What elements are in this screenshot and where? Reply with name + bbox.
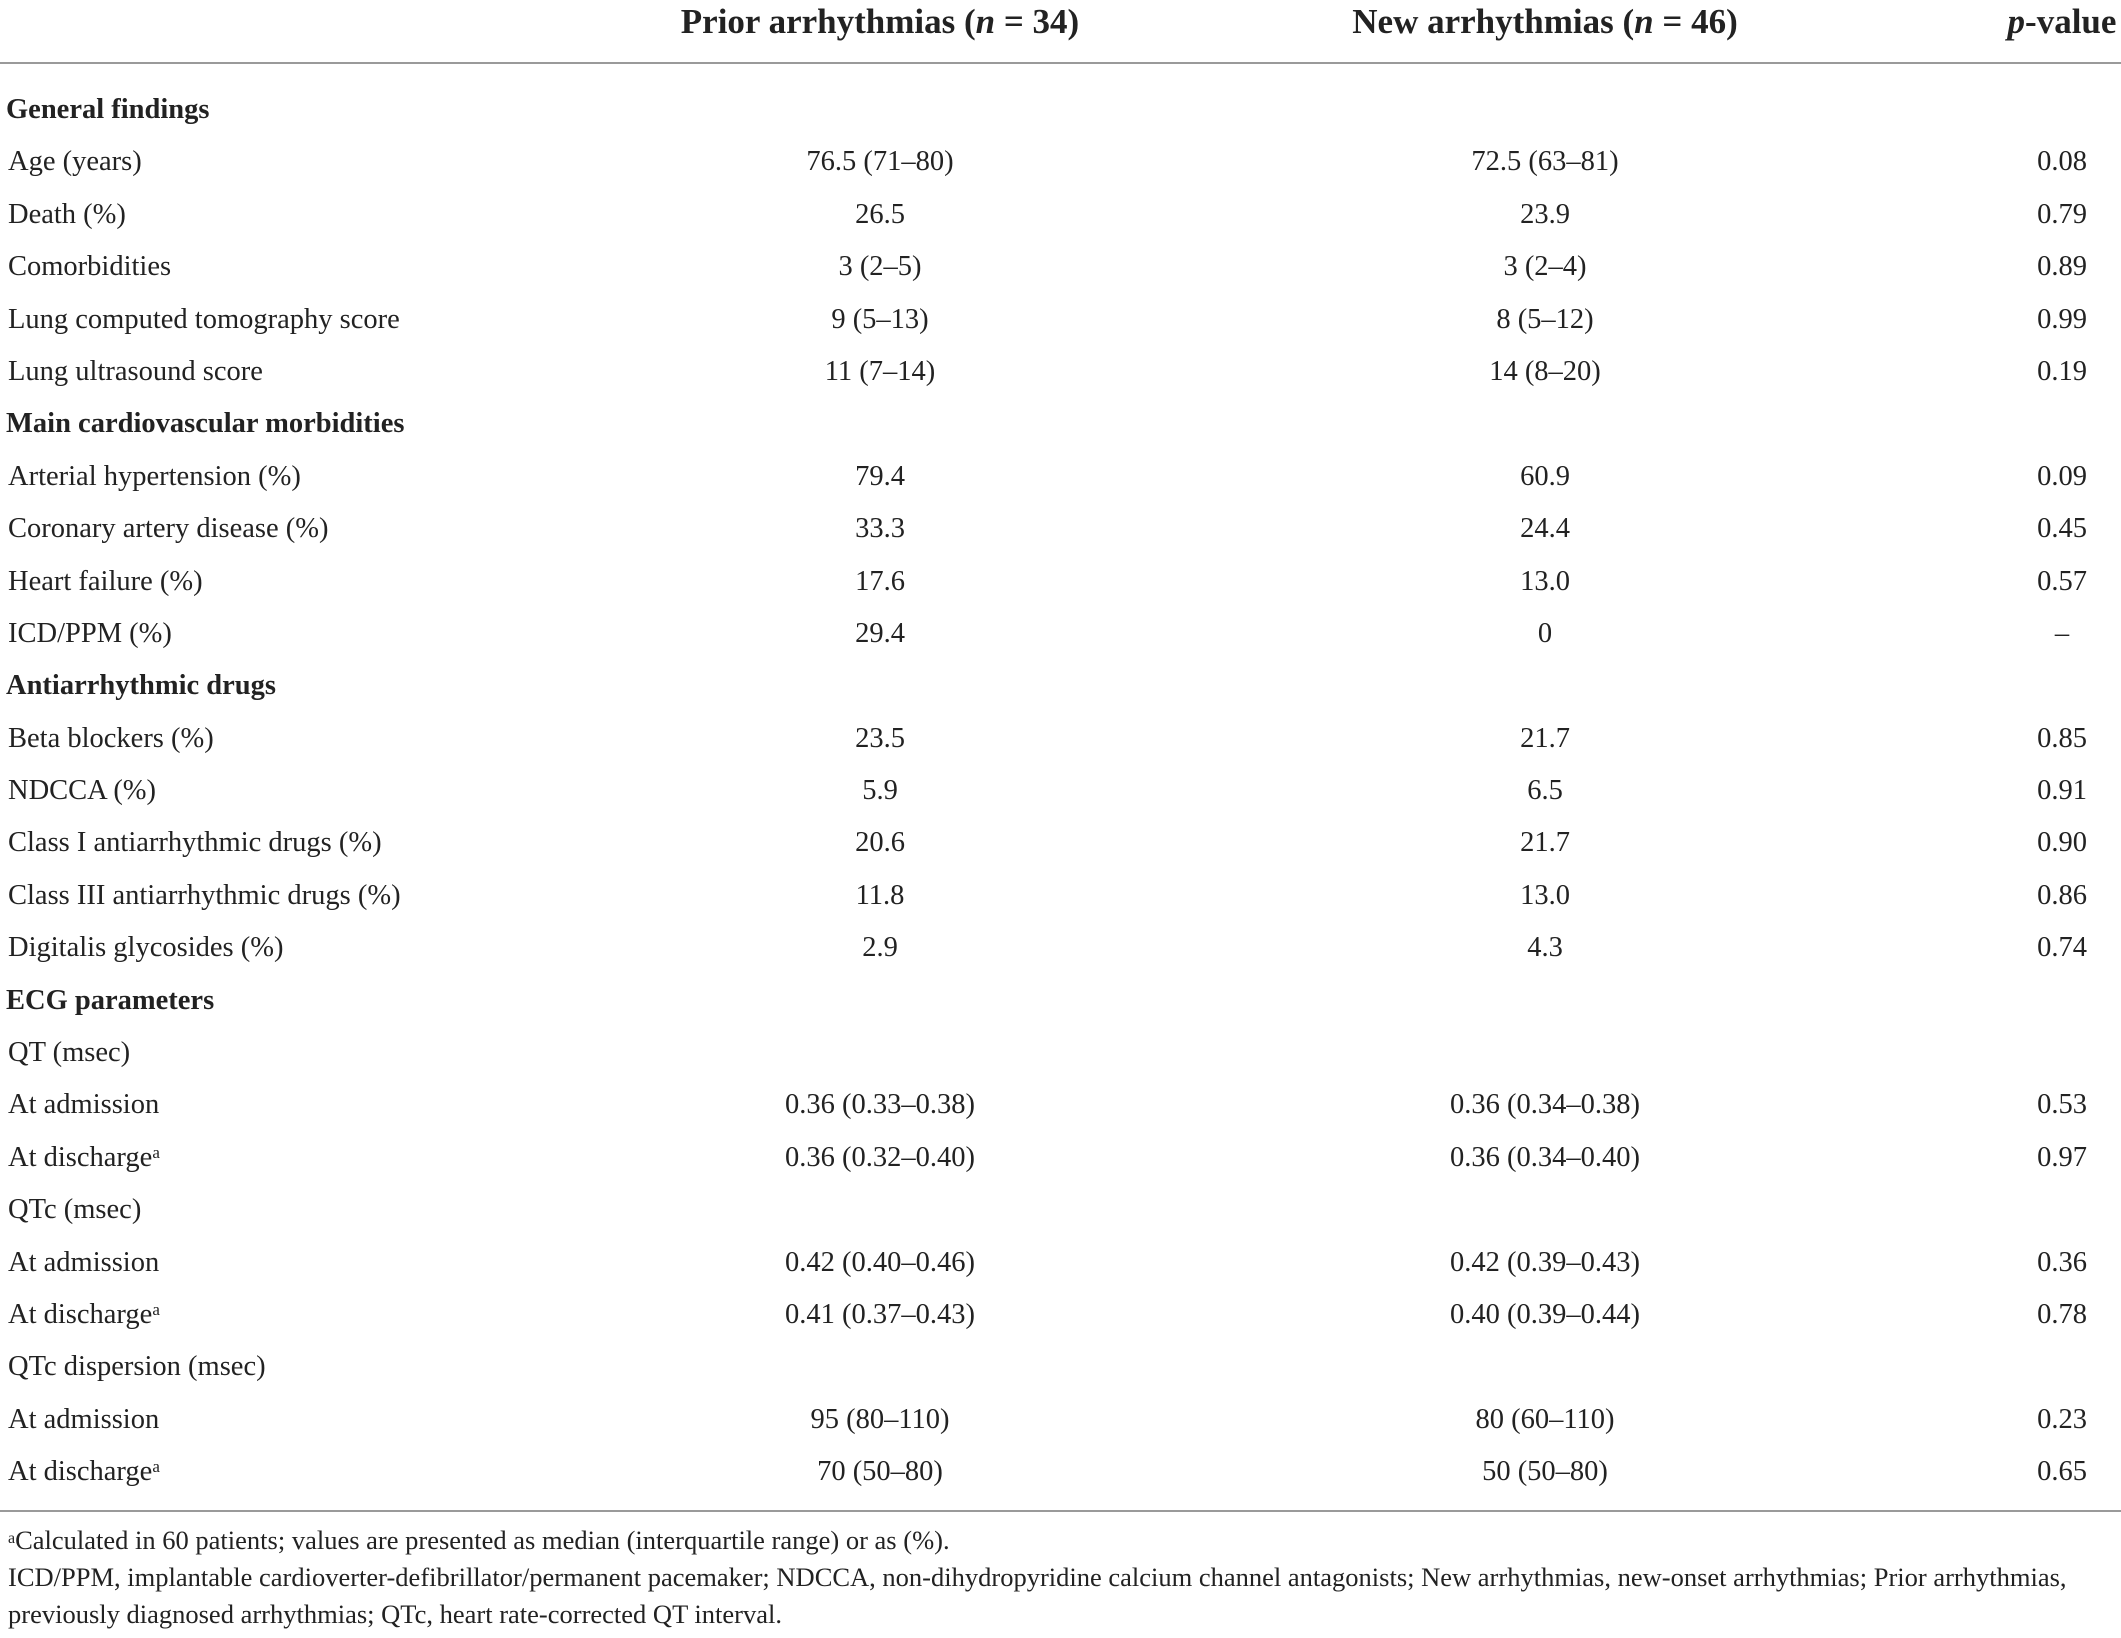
p-value-cell: 0.08 (2037, 146, 2087, 178)
p-value-cell: 0.36 (2037, 1246, 2087, 1278)
prior-value-cell: 11 (7–14) (824, 355, 936, 387)
row-label (8, 922, 283, 974)
new-value-cell: 21.7 (1520, 722, 1570, 754)
prior-value-cell: 29.4 (855, 617, 905, 649)
new-value-cell: 0.36 (0.34–0.40) (1450, 1141, 1640, 1173)
prior-value-cell: 23.5 (855, 722, 905, 754)
section-header-row (0, 660, 2121, 712)
row-label-text: ICD/PPM (%) (8, 617, 172, 649)
new-value-cell: 72.5 (63–81) (1471, 146, 1619, 178)
table-row (0, 608, 2121, 660)
prior-value-cell: 0.36 (0.32–0.40) (785, 1141, 975, 1173)
prior-value-cell: 20.6 (855, 827, 905, 859)
row-label (8, 346, 263, 398)
table-row (0, 1289, 2121, 1341)
row-label (8, 451, 301, 503)
table-row (0, 870, 2121, 922)
table-footnotes (8, 1522, 2118, 1633)
row-label-text: Lung computed tomography score (8, 303, 400, 335)
row-label (8, 765, 156, 817)
new-value-cell: 0 (1537, 617, 1553, 649)
row-label (8, 1446, 160, 1498)
row-label-text: At admission (8, 1246, 160, 1278)
table-row (0, 1079, 2121, 1131)
prior-value-cell: 33.3 (855, 513, 905, 545)
row-label (8, 870, 401, 922)
row-label (8, 136, 142, 188)
p-value-cell: 0.53 (2037, 1089, 2087, 1121)
p-value-cell: 0.65 (2037, 1456, 2087, 1488)
prior-value-cell: 9 (5–13) (831, 303, 929, 335)
row-label (8, 294, 400, 346)
p-value-cell: 0.89 (2037, 251, 2087, 283)
p-value-cell: 0.97 (2037, 1141, 2087, 1173)
row-label (8, 1027, 130, 1079)
p-value-cell: 0.09 (2037, 460, 2087, 492)
table-row (0, 817, 2121, 869)
section-header-row (0, 398, 2121, 450)
row-label-text: At admission (8, 1403, 160, 1435)
row-label-text: NDCCA (%) (8, 775, 157, 807)
p-value-cell: 0.91 (2037, 775, 2087, 807)
prior-value-cell: 5.9 (862, 775, 898, 807)
p-value-cell: 0.85 (2037, 722, 2087, 754)
col-header-new: New arrhythmias (n = 46) (1352, 2, 1738, 41)
footer-divider (0, 1510, 2121, 1512)
table-row (0, 346, 2121, 398)
col-header-prior: Prior arrhythmias (n = 34) (680, 2, 1080, 41)
prior-value-cell: 0.41 (0.37–0.43) (785, 1298, 975, 1330)
row-label-text: General findings (6, 94, 210, 125)
header-divider (0, 62, 2121, 64)
table-row (0, 922, 2121, 974)
prior-value-cell: 70 (50–80) (817, 1456, 943, 1488)
row-label-text: At discharge (8, 1298, 153, 1330)
prior-value-cell: 79.4 (855, 460, 905, 492)
new-value-cell: 14 (8–20) (1489, 355, 1601, 387)
prior-value-cell: 0.42 (0.40–0.46) (785, 1246, 975, 1278)
row-label (6, 660, 276, 712)
table-row (0, 1132, 2121, 1184)
subheader-row (0, 1027, 2121, 1079)
p-value-cell: 0.86 (2037, 879, 2087, 911)
row-label-text: Main cardiovascular morbidities (6, 408, 405, 440)
row-label-text: Lung ultrasound score (8, 355, 263, 387)
new-value-cell: 21.7 (1520, 827, 1570, 859)
row-label-text: QT (msec) (8, 1037, 131, 1069)
subheader-row (0, 1341, 2121, 1393)
new-value-cell: 0.40 (0.39–0.44) (1450, 1298, 1640, 1330)
p-value-cell: 0.19 (2037, 355, 2087, 387)
p-value-cell: 0.23 (2037, 1403, 2087, 1435)
table-body (0, 84, 2121, 1499)
row-label (8, 1394, 159, 1446)
section-header-row (0, 84, 2121, 136)
new-value-cell: 80 (60–110) (1475, 1403, 1615, 1435)
row-label (8, 556, 203, 608)
new-value-cell: 13.0 (1520, 565, 1570, 597)
new-value-cell: 23.9 (1520, 198, 1570, 230)
p-value-cell: 0.57 (2037, 565, 2087, 597)
p-value-cell: 0.79 (2037, 198, 2087, 230)
prior-value-cell: 95 (80–110) (810, 1403, 950, 1435)
p-value-cell: 0.78 (2037, 1298, 2087, 1330)
table-header (0, 0, 2121, 62)
new-value-cell: 0.36 (0.34–0.38) (1450, 1089, 1640, 1121)
table-row (0, 1394, 2121, 1446)
row-label-text: At discharge (8, 1141, 153, 1173)
row-label-text: Death (%) (8, 198, 126, 230)
row-label (6, 398, 404, 450)
row-label (8, 1079, 159, 1131)
table-row (0, 136, 2121, 188)
footnote-marker: a (152, 1457, 160, 1477)
row-label (8, 189, 126, 241)
new-value-cell: 3 (2–4) (1503, 251, 1587, 283)
row-label (6, 84, 209, 136)
new-value-cell: 8 (5–12) (1496, 303, 1594, 335)
prior-value-cell: 2.9 (862, 932, 898, 964)
footnote-marker: a (152, 1142, 160, 1162)
table-row (0, 1446, 2121, 1498)
prior-value-cell: 26.5 (855, 198, 905, 230)
prior-value-cell: 3 (2–5) (838, 251, 922, 283)
abbreviations-note: ICD/PPM, implantable cardioverter-defibrillator/permanent pacemaker; NDCCA, non-dihydropyridine calcium channel antagonists; New arrhythmias, new-onset arrhythmias; Prior arrhythmias, previously diagnosed arrhythmias; QTc, heart rate-corrected QT interval. (8, 1562, 2067, 1629)
row-label (8, 1237, 159, 1289)
row-label (6, 975, 214, 1027)
new-value-cell: 13.0 (1520, 879, 1570, 911)
prior-value-cell: 0.36 (0.33–0.38) (785, 1089, 975, 1121)
row-label (8, 1132, 160, 1184)
table-row (0, 1237, 2121, 1289)
p-value-cell: 0.45 (2037, 513, 2087, 545)
row-label (8, 817, 382, 869)
new-value-cell: 24.4 (1520, 513, 1570, 545)
row-label-text: Coronary artery disease (%) (8, 513, 329, 545)
new-value-cell: 6.5 (1527, 775, 1563, 807)
row-label (8, 1289, 160, 1341)
col-header-p-value: p-value (2007, 2, 2117, 41)
row-label-text: QTc dispersion (msec) (8, 1351, 266, 1383)
p-value-cell: – (2054, 617, 2070, 649)
row-label-text: QTc (msec) (8, 1194, 142, 1226)
row-label-text: At discharge (8, 1456, 153, 1488)
prior-value-cell: 17.6 (855, 565, 905, 597)
table-row (0, 451, 2121, 503)
row-label-text: Arterial hypertension (%) (8, 460, 301, 492)
footnote-marker: a (152, 1299, 160, 1319)
row-label-text: Class I antiarrhythmic drugs (%) (8, 827, 382, 859)
prior-value-cell: 76.5 (71–80) (806, 146, 954, 178)
row-label-text: Digitalis glycosides (%) (8, 932, 284, 964)
row-label-text: Comorbidities (8, 251, 172, 283)
row-label (8, 1341, 266, 1393)
table-row (0, 556, 2121, 608)
table-row (0, 503, 2121, 555)
p-value-cell: 0.90 (2037, 827, 2087, 859)
row-label (8, 713, 214, 765)
row-label (8, 503, 329, 555)
subheader-row (0, 1184, 2121, 1236)
table-row (0, 189, 2121, 241)
new-value-cell: 4.3 (1527, 932, 1563, 964)
p-value-cell: 0.99 (2037, 303, 2087, 335)
new-value-cell: 60.9 (1520, 460, 1570, 492)
row-label (8, 241, 171, 293)
row-label-text: Class III antiarrhythmic drugs (%) (8, 879, 401, 911)
p-value-cell: 0.74 (2037, 932, 2087, 964)
row-label-text: Age (years) (8, 146, 142, 178)
row-label-text: ECG parameters (6, 984, 215, 1016)
row-label-text: At admission (8, 1089, 160, 1121)
table-row (0, 765, 2121, 817)
row-label (8, 1184, 141, 1236)
section-header-row (0, 975, 2121, 1027)
table-row (0, 241, 2121, 293)
new-value-cell: 50 (50–80) (1482, 1456, 1608, 1488)
row-label-text: Heart failure (%) (8, 565, 203, 597)
footnote-a: $^a$Calculated in 60 patients; values are presented as median (interquartile range) or as (%). (8, 1525, 950, 1555)
row-label-text: Beta blockers (%) (8, 722, 214, 754)
new-value-cell: 0.42 (0.39–0.43) (1450, 1246, 1640, 1278)
table-row (0, 713, 2121, 765)
table-row (0, 294, 2121, 346)
prior-value-cell: 11.8 (855, 879, 905, 911)
row-label (8, 608, 172, 660)
row-label-text: Antiarrhythmic drugs (6, 670, 276, 702)
